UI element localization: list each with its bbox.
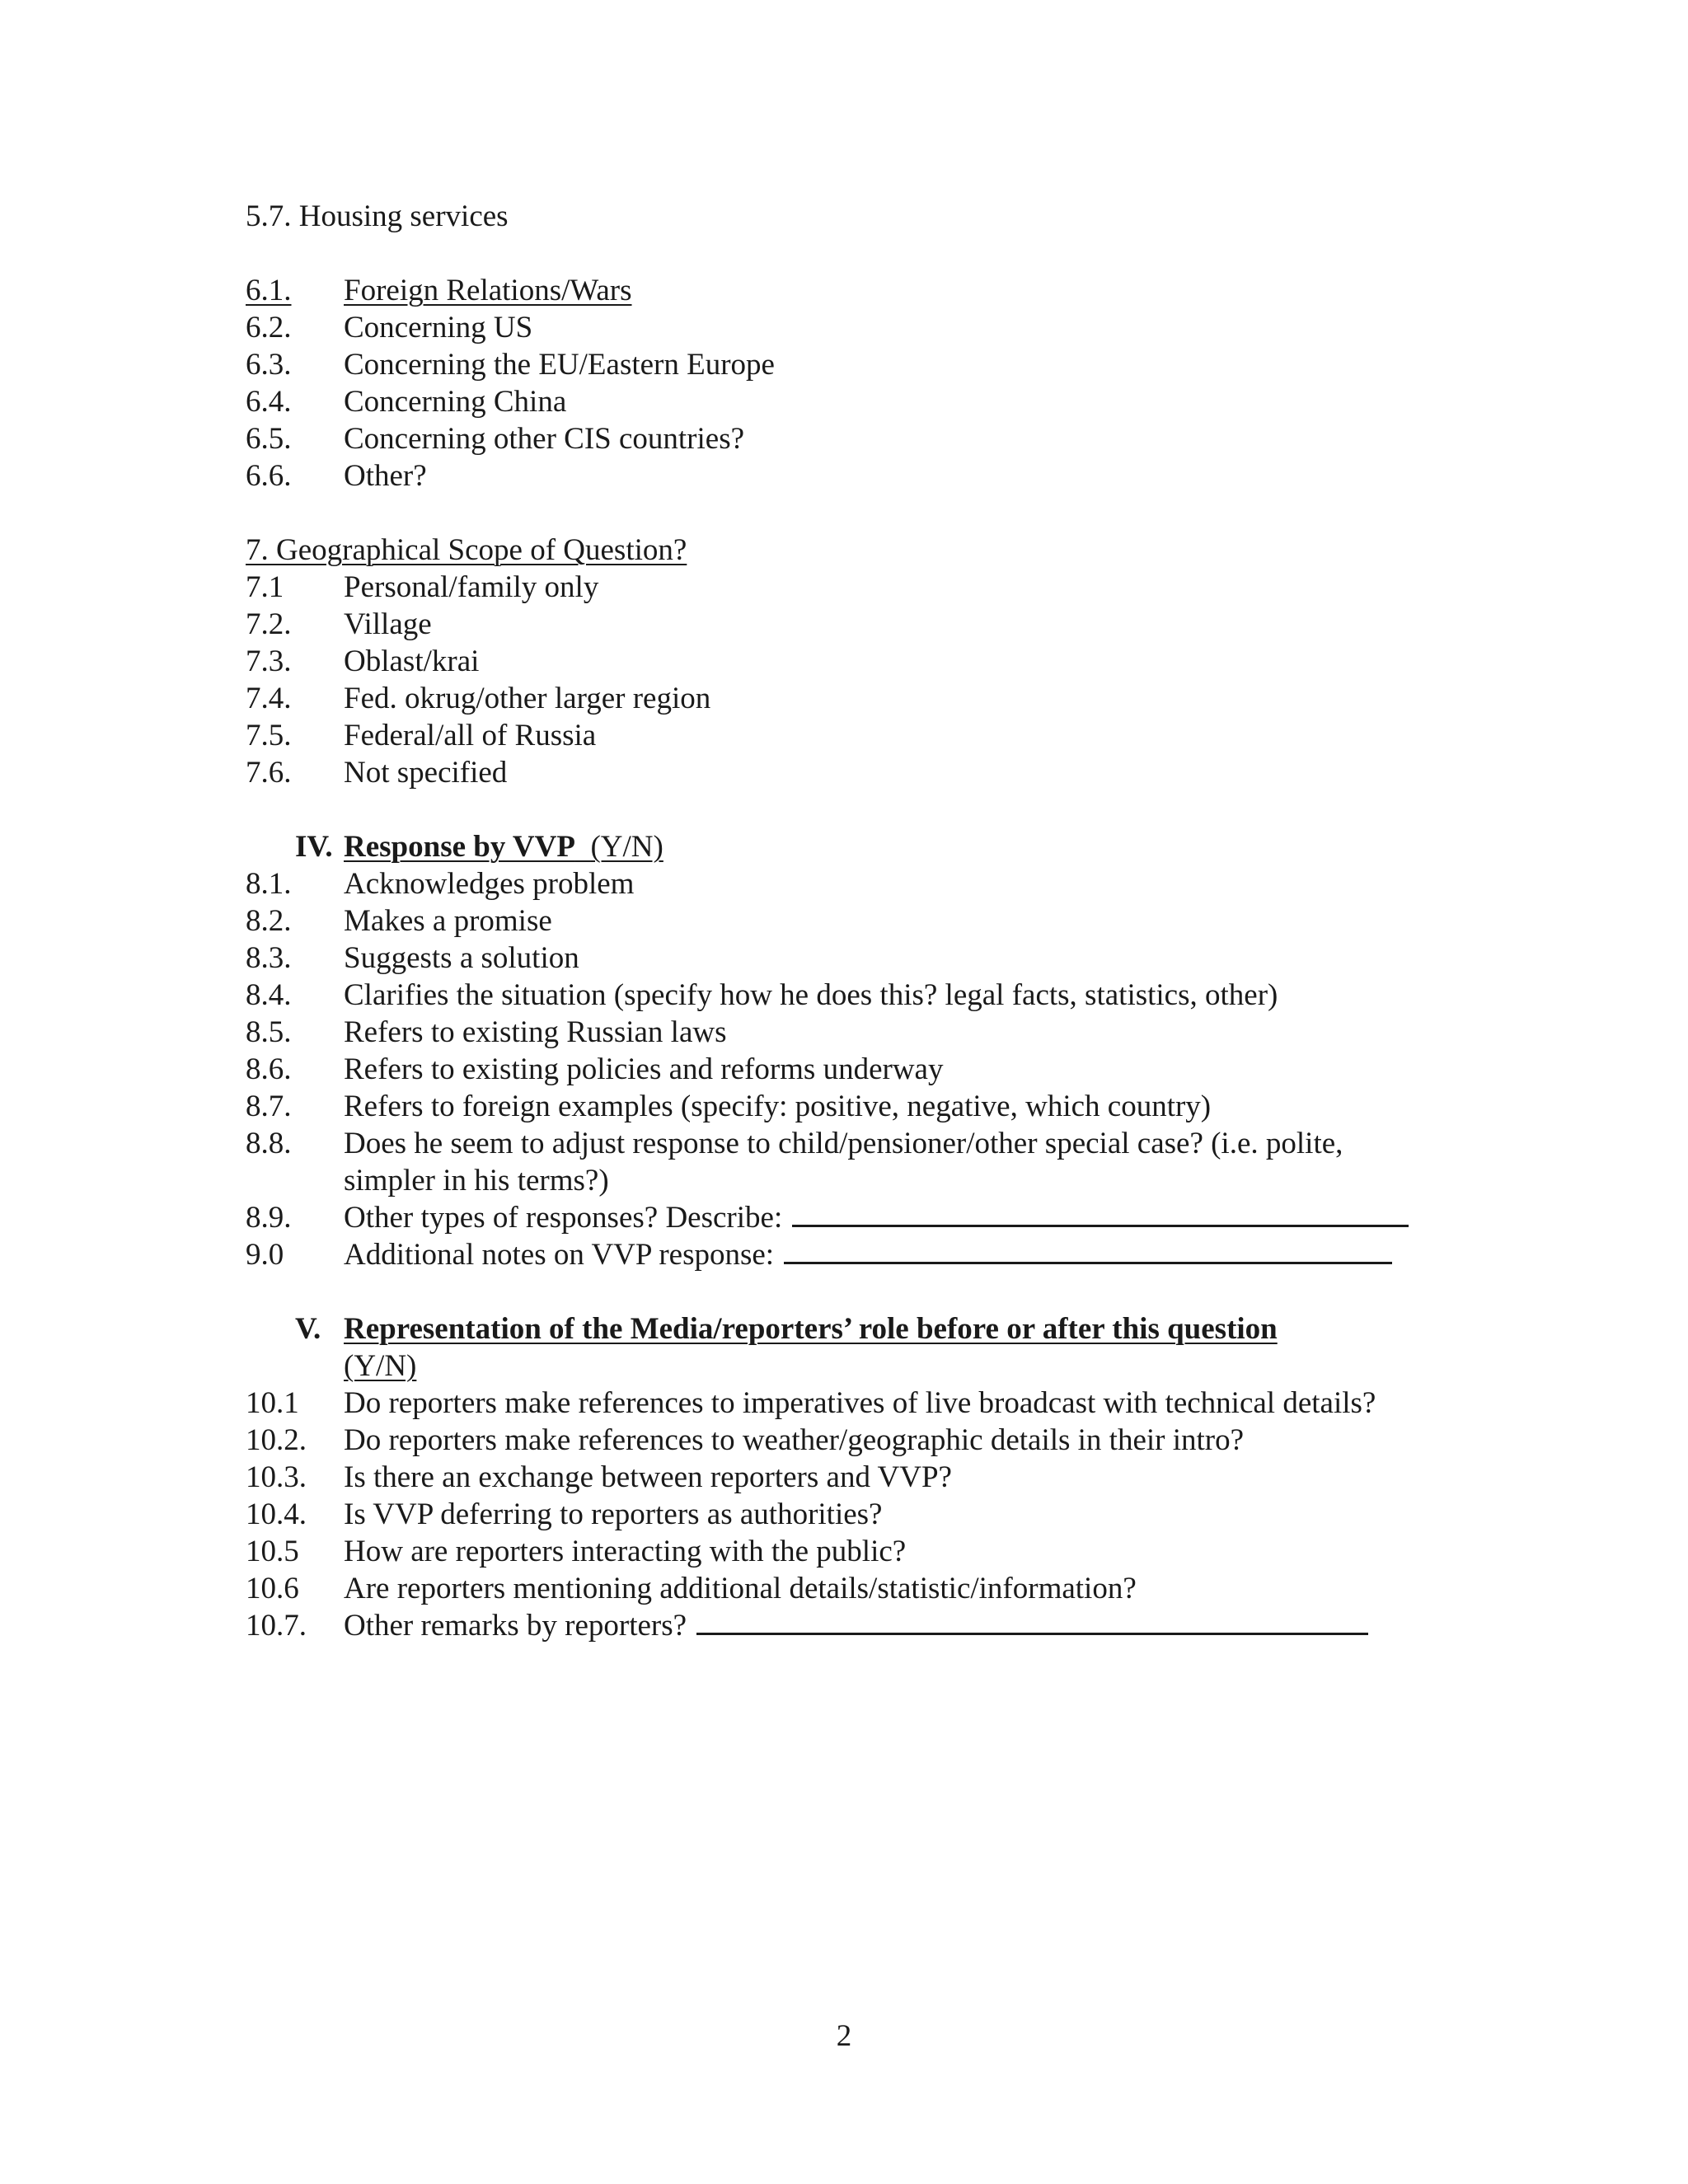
list-item	[0, 1385, 1688, 1422]
list-item	[0, 309, 1688, 346]
list-item	[0, 940, 1688, 977]
item-number: 8.7.	[246, 1090, 292, 1123]
item-text: Village	[344, 607, 432, 641]
section-v-yn	[0, 1347, 1688, 1385]
item-number: 7.4.	[246, 682, 292, 715]
list-item	[0, 643, 1688, 680]
section-6-heading	[0, 272, 1688, 309]
item-text: Fed. okrug/other larger region	[344, 682, 711, 715]
item-number: 6.4.	[246, 385, 292, 419]
describe-blank-line[interactable]	[792, 1224, 1409, 1227]
list-item	[0, 420, 1688, 457]
list-item	[0, 865, 1688, 902]
list-item	[0, 1496, 1688, 1533]
item-text: Clarifies the situation (specify how he does this? legal facts, statistics, other)	[344, 978, 1278, 1012]
item-text: simpler in his terms?)	[344, 1164, 609, 1197]
item-number: 10.5	[246, 1535, 299, 1568]
section-title: Representation of the Media/reporters’ role before or after this question	[344, 1312, 1278, 1346]
item-text: Oblast/krai	[344, 644, 480, 678]
item-number: 8.3.	[246, 941, 292, 975]
item-with-blank	[344, 1236, 1392, 1273]
item-text: Other types of responses? Describe:	[344, 1201, 783, 1235]
item-text: Suggests a solution	[344, 941, 579, 975]
item-text: Concerning US	[344, 311, 533, 344]
section-7-heading	[0, 532, 1688, 569]
item-text: Do reporters make references to imperatives of live broadcast with technical details?	[344, 1386, 1376, 1420]
item-number: 10.1	[246, 1386, 299, 1420]
item-text: Other remarks by reporters?	[344, 1609, 687, 1643]
heading-text: Foreign Relations/Wars	[344, 274, 632, 307]
item-number: 6.5.	[246, 422, 292, 456]
list-item	[0, 1199, 1688, 1236]
item-number: 8.1.	[246, 867, 292, 901]
list-item	[0, 457, 1688, 494]
heading-text: 7. Geographical Scope of Question?	[246, 533, 687, 567]
item-text: Is there an exchange between reporters and VVP?	[344, 1460, 952, 1494]
list-item	[0, 1051, 1688, 1088]
list-item	[0, 383, 1688, 420]
list-item	[0, 717, 1688, 754]
item-number: 9.0	[246, 1238, 284, 1272]
item-text: Concerning other CIS countries?	[344, 422, 745, 456]
list-item	[0, 346, 1688, 383]
roman-numeral: V.	[295, 1312, 321, 1346]
item-text: Is VVP deferring to reporters as authorities?	[344, 1497, 883, 1531]
item-number: 8.9.	[246, 1201, 292, 1235]
section-iv-heading	[0, 828, 1688, 865]
item-number: 6.1.	[246, 274, 292, 307]
list-item	[0, 1236, 1688, 1273]
list-item	[0, 1607, 1688, 1644]
item-number: 7.3.	[246, 644, 292, 678]
item-text: Additional notes on VVP response:	[344, 1238, 775, 1272]
yn-label: (Y/N)	[344, 1349, 417, 1383]
item-number: 7.2.	[246, 607, 292, 641]
list-item	[0, 1533, 1688, 1570]
item-text: Refers to foreign examples (specify: positive, negative, which country)	[344, 1090, 1212, 1123]
list-item	[0, 606, 1688, 643]
item-5-7	[0, 198, 1688, 235]
item-number: 10.6	[246, 1572, 299, 1605]
item-text: Refers to existing policies and reforms underway	[344, 1052, 944, 1086]
item-number: 6.2.	[246, 311, 292, 344]
item-number: 6.6.	[246, 459, 292, 493]
item-text: Federal/all of Russia	[344, 719, 597, 752]
list-item	[0, 1088, 1688, 1125]
item-text: Concerning China	[344, 385, 567, 419]
page-number: 2	[836, 2019, 852, 2053]
list-item	[0, 902, 1688, 940]
item-number: 10.7.	[246, 1609, 307, 1643]
list-item	[0, 1125, 1688, 1162]
item-number: 8.5.	[246, 1015, 292, 1049]
item-number: 10.3.	[246, 1460, 307, 1494]
list-item	[0, 569, 1688, 606]
item-number: 7.6.	[246, 756, 292, 790]
item-number: 8.8.	[246, 1127, 292, 1160]
list-item	[0, 1459, 1688, 1496]
yn-label: (Y/N)	[590, 830, 663, 864]
item-text: 5.7. Housing services	[246, 199, 509, 233]
list-item	[0, 680, 1688, 717]
item-text: How are reporters interacting with the public?	[344, 1535, 907, 1568]
item-text: Refers to existing Russian laws	[344, 1015, 727, 1049]
notes-blank-line[interactable]	[784, 1261, 1392, 1264]
section-v-heading	[0, 1310, 1688, 1347]
item-text: Do reporters make references to weather/geographic details in their intro?	[344, 1423, 1245, 1457]
item-number: 6.3.	[246, 348, 292, 382]
item-text: Other?	[344, 459, 427, 493]
item-number: 8.2.	[246, 904, 292, 938]
item-text: Does he seem to adjust response to child/pensioner/other special case? (i.e. polite,	[344, 1127, 1343, 1160]
list-item	[0, 1014, 1688, 1051]
section-title: Response by VVP	[344, 830, 575, 864]
item-number: 8.6.	[246, 1052, 292, 1086]
item-number: 10.2.	[246, 1423, 307, 1457]
item-text: Acknowledges problem	[344, 867, 635, 901]
item-with-blank	[344, 1199, 1409, 1236]
item-text: Makes a promise	[344, 904, 552, 938]
list-item	[0, 1570, 1688, 1607]
item-number: 10.4.	[246, 1497, 307, 1531]
item-with-blank	[344, 1607, 1368, 1644]
roman-numeral: IV.	[295, 830, 333, 864]
list-item	[0, 1422, 1688, 1459]
list-item	[0, 754, 1688, 791]
list-item	[0, 977, 1688, 1014]
item-text: Personal/family only	[344, 570, 599, 604]
item-text: Not specified	[344, 756, 508, 790]
heading-text	[344, 828, 663, 865]
item-text: Are reporters mentioning additional details/statistic/information?	[344, 1572, 1137, 1605]
item-text: Concerning the EU/Eastern Europe	[344, 348, 775, 382]
item-number: 7.1	[246, 570, 284, 604]
item-number: 8.4.	[246, 978, 292, 1012]
list-item-continuation	[0, 1162, 1688, 1199]
remarks-blank-line[interactable]	[696, 1632, 1368, 1635]
item-number: 7.5.	[246, 719, 292, 752]
